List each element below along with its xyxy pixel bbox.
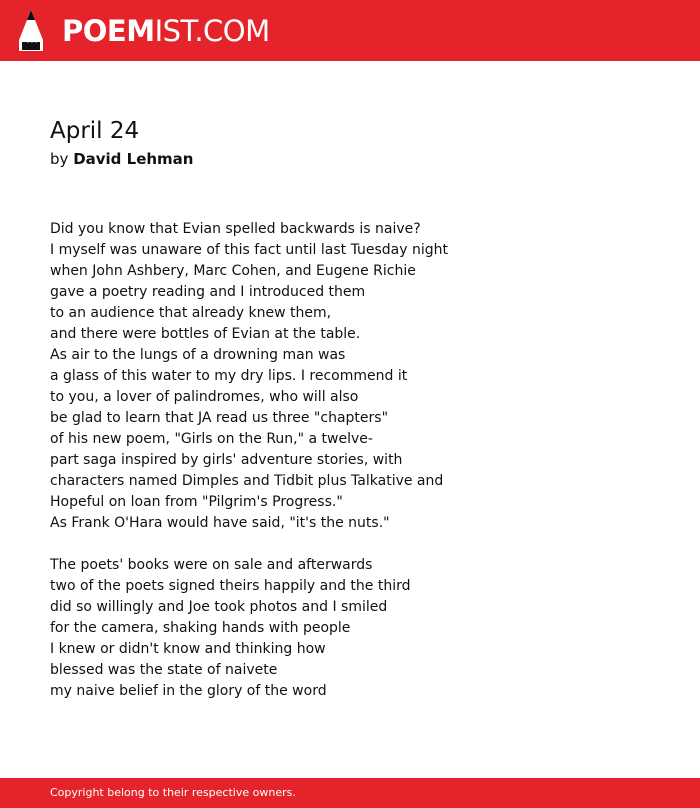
poem-line: and there were bottles of Evian at the table. [50, 326, 361, 342]
poem-line: my naive belief in the glory of the word [50, 683, 327, 699]
by-label: by [50, 150, 69, 168]
poem-line: for the camera, shaking hands with people [50, 620, 351, 636]
poem-line: did so willingly and Joe took photos and I smiled [50, 599, 388, 615]
poem-line: part saga inspired by girls' adventure stories, with [50, 452, 403, 468]
byline [50, 149, 193, 169]
poem-line: when John Ashbery, Marc Cohen, and Eugene Richie [50, 263, 416, 279]
poem-body [50, 219, 670, 702]
poem-line: two of the poets signed theirs happily and the third [50, 578, 411, 594]
poem-line: of his new poem, "Girls on the Run," a twelve- [50, 431, 373, 447]
brand-bold: POEM [62, 14, 155, 48]
poem-line: Hopeful on loan from "Pilgrim's Progress." [50, 494, 343, 510]
brand-light: IST.COM [154, 14, 270, 48]
poem-line: I myself was unaware of this fact until last Tuesday night [50, 242, 448, 258]
poem-line: be glad to learn that JA read us three "chapters" [50, 410, 389, 426]
pencil-tip-icon[interactable] [19, 10, 43, 51]
poem-line: blessed was the state of naivete [50, 662, 278, 678]
copyright-text: Copyright belong to their respective owners. [50, 786, 296, 799]
poem-line: I knew or didn't know and thinking how [50, 641, 326, 657]
poem-line: to an audience that already knew them, [50, 305, 332, 321]
poem-line: As air to the lungs of a drowning man was [50, 347, 346, 363]
author-name[interactable]: David Lehman [73, 150, 194, 168]
poem-line: Did you know that Evian spelled backwards is naive? [50, 221, 421, 237]
poem-line: The poets' books were on sale and afterwards [50, 557, 373, 573]
poem-line: a glass of this water to my dry lips. I recommend it [50, 368, 408, 384]
poem-title: April 24 [50, 118, 140, 144]
poem-line: As Frank O'Hara would have said, "it's the nuts." [50, 515, 390, 531]
poem-line: characters named Dimples and Tidbit plus Talkative and [50, 473, 444, 489]
site-footer [0, 778, 700, 808]
poem-line: to you, a lover of palindromes, who will also [50, 389, 359, 405]
site-header [0, 0, 700, 61]
poem-line: gave a poetry reading and I introduced them [50, 284, 366, 300]
site-logo-text[interactable] [62, 14, 270, 48]
stanza-break [50, 534, 670, 555]
